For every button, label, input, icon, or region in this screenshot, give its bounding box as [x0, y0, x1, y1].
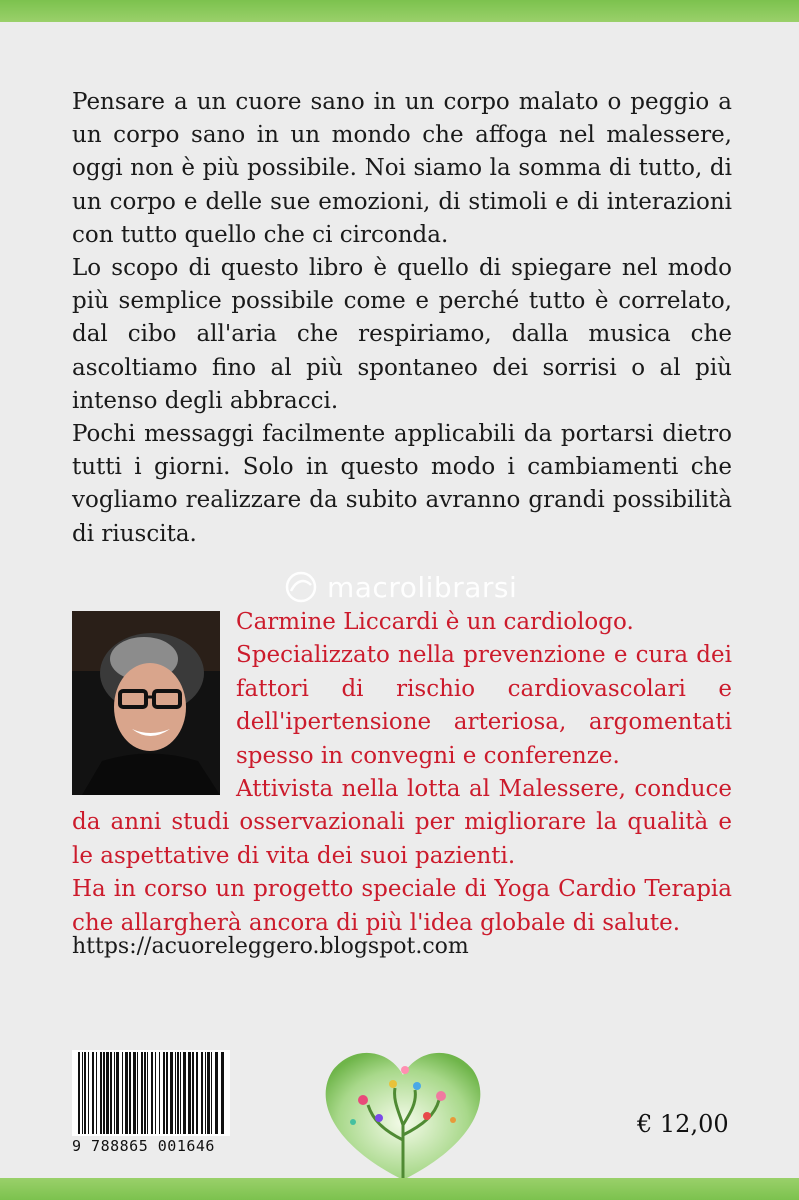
barcode-bar	[205, 1052, 206, 1134]
barcode-bar	[144, 1052, 146, 1134]
watermark-text: macrolibrarsi	[327, 570, 518, 604]
barcode-bar	[147, 1052, 148, 1134]
bottom-green-band	[0, 1178, 799, 1200]
barcode-bar	[122, 1052, 123, 1134]
barcode-bar	[110, 1052, 112, 1134]
author-bio	[72, 606, 732, 940]
barcode-bar	[207, 1052, 210, 1134]
price: € 12,00	[637, 1110, 729, 1138]
isbn-number: 9 788865 001646	[72, 1137, 215, 1155]
bio-paragraph-1: Carmine Liccardi è un cardiologo.	[236, 609, 634, 635]
barcode-bar	[180, 1052, 181, 1134]
barcode-bar	[84, 1052, 86, 1134]
barcode-bar	[88, 1052, 89, 1134]
book-blurb	[72, 86, 732, 551]
blurb-paragraph-3: Pochi messaggi facilmente applicabili da portarsi dietro tutti i giorni. Solo in questo modo i cambiamenti che vogliamo realizzare da subito avranno grandi possibilità di riuscita.	[72, 421, 732, 547]
barcode-bar	[188, 1052, 191, 1134]
barcode-bar	[137, 1052, 138, 1134]
photo-spacer	[72, 606, 236, 802]
barcode-bar	[163, 1052, 165, 1134]
blurb-paragraph-1: Pensare a un cuore sano in un corpo malato o peggio a un corpo sano in un mondo che affoga nel malessere, oggi non è più possibile. Noi siamo la somma di tutto, di un corpo e delle sue emozioni, di stimoli e di interazioni con tutto quello che ci circonda.	[72, 89, 732, 248]
barcode-bar	[211, 1052, 212, 1134]
barcode-bar	[159, 1052, 160, 1134]
barcode-bar	[96, 1052, 97, 1134]
macrolibrarsi-watermark	[283, 567, 523, 607]
barcode-bar	[114, 1052, 115, 1134]
barcode-bar	[141, 1052, 143, 1134]
barcode-bar	[166, 1052, 168, 1134]
blurb-paragraph-2: Lo scopo di questo libro è quello di spiegare nel modo più semplice possibile come e perché tutto è correlato, dal cibo all'aria che respiriamo, dalla musica che ascoltiamo fino al più spontaneo dei sorrisi o al più intenso degli abbracci.	[72, 255, 732, 414]
barcode-bar	[129, 1052, 131, 1134]
barcode-bar	[175, 1052, 176, 1134]
barcode-bar	[151, 1052, 153, 1134]
barcode-bar	[155, 1052, 156, 1134]
isbn-barcode	[72, 1050, 230, 1136]
barcode-bar	[170, 1052, 173, 1134]
barcode-bar	[201, 1052, 203, 1134]
barcode-bar	[221, 1052, 224, 1134]
top-green-band	[0, 0, 799, 22]
barcode-bar	[116, 1052, 119, 1134]
barcode-bar	[103, 1052, 105, 1134]
barcode-bar	[106, 1052, 109, 1134]
barcode-bar	[196, 1052, 198, 1134]
barcode-bar	[92, 1052, 94, 1134]
bio-paragraph-3: Attivista nella lotta al Malessere, conduce da anni studi osservazionali per migliorare la qualità e le aspettative di vita dei suoi pazienti.	[72, 776, 732, 869]
barcode-bar	[215, 1052, 218, 1134]
barcode-bar	[78, 1052, 80, 1134]
author-blog-url[interactable]: https://acuoreleggero.blogspot.com	[72, 934, 469, 959]
barcode-bar	[133, 1052, 136, 1134]
watermark-swirl-icon	[283, 569, 319, 605]
barcode-bar	[192, 1052, 194, 1134]
barcode-bar	[125, 1052, 128, 1134]
barcode-bar	[82, 1052, 83, 1134]
barcode-bar	[100, 1052, 102, 1134]
barcode-bar	[177, 1052, 179, 1134]
bio-paragraph-4: Ha in corso un progetto speciale di Yoga Cardio Terapia che allargherà ancora di più l'idea globale di salute.	[72, 876, 732, 936]
heart-tree-logo	[313, 1040, 493, 1180]
barcode-bar	[183, 1052, 186, 1134]
bio-paragraph-2: Specializzato nella prevenzione e cura dei fattori di rischio cardiovascolari e dell'ipertensione arteriosa, argomentati spesso in convegni e conferenze.	[236, 642, 732, 769]
